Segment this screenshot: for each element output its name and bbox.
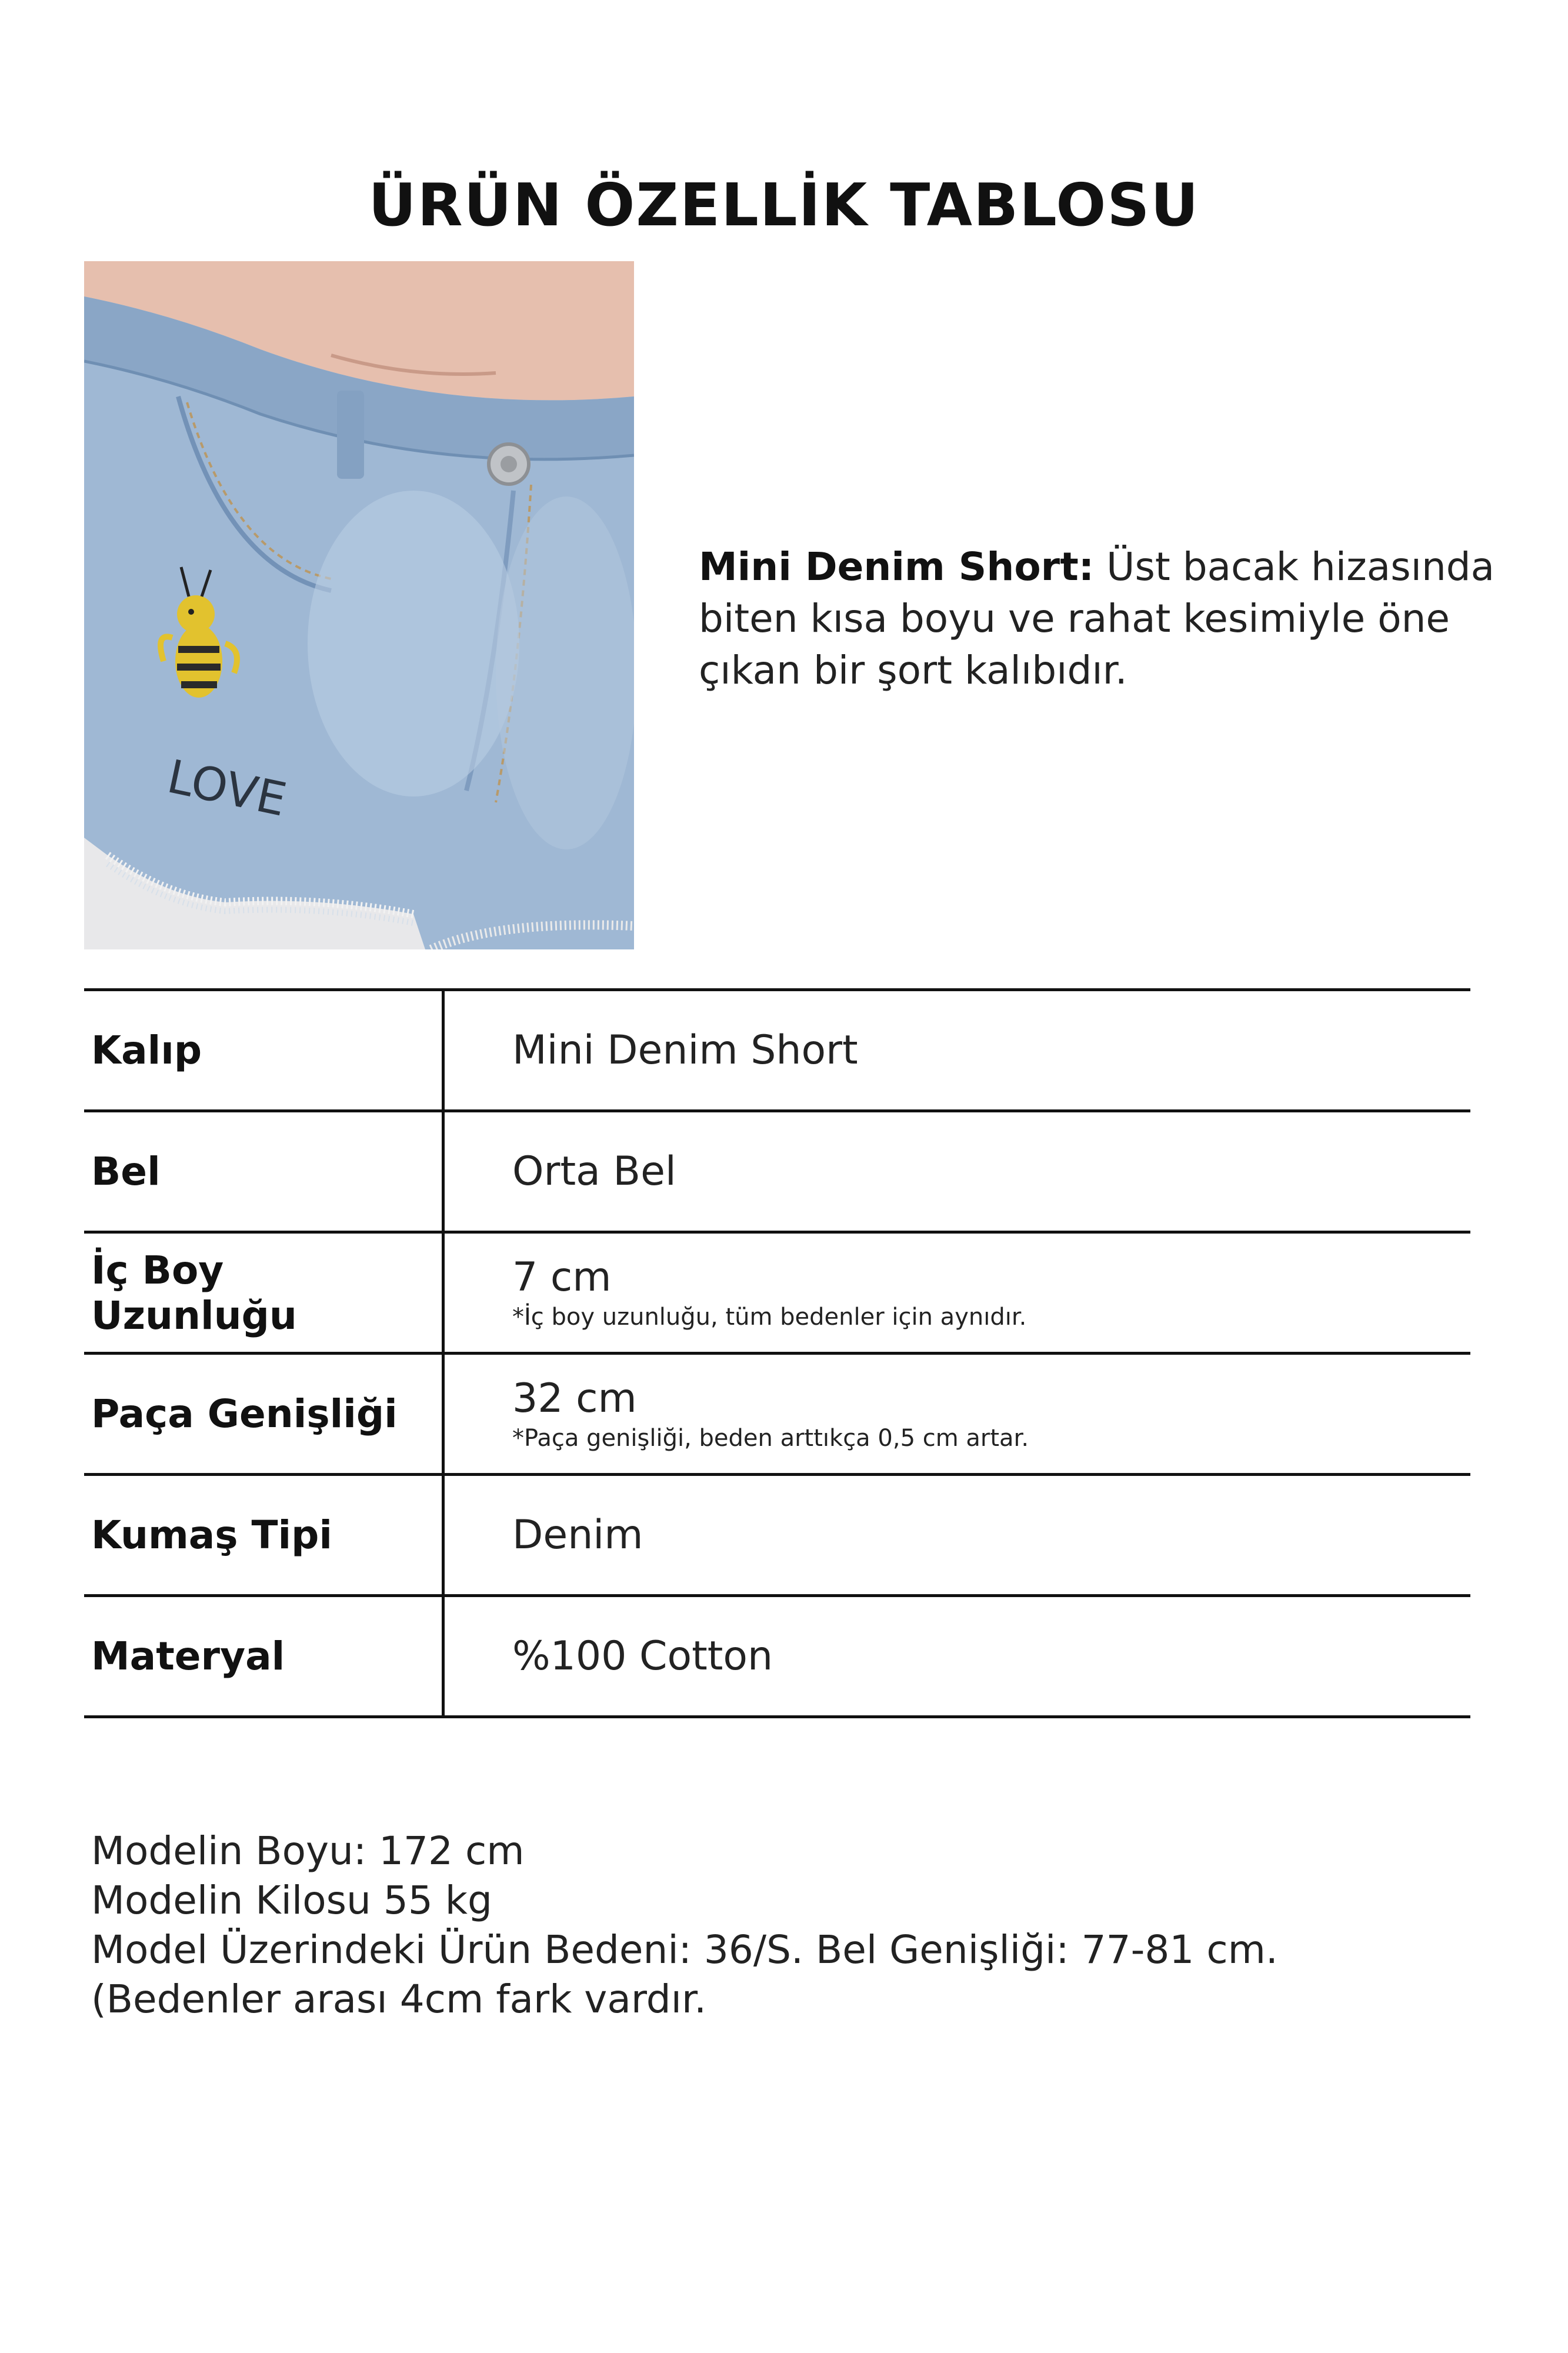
spec-row-materyal xyxy=(84,1596,1470,1717)
spec-value: %100 Cotton xyxy=(512,1633,773,1679)
spec-note: *İç boy uzunluğu, tüm bedenler için aynıdır. xyxy=(512,1304,1027,1331)
denim-shorts-illustration xyxy=(84,261,634,949)
spec-table xyxy=(84,988,1470,1718)
spec-value-cell xyxy=(443,1354,1471,1475)
intro-product-name: Mini Denim Short: xyxy=(699,544,1095,589)
spec-value-cell xyxy=(443,1232,1471,1354)
spec-label: Paça Genişliği xyxy=(84,1354,443,1475)
spec-value: 32 cm xyxy=(512,1375,637,1422)
spec-value: Orta Bel xyxy=(512,1148,676,1195)
spec-label: Bel xyxy=(84,1111,443,1232)
spec-value: Mini Denim Short xyxy=(512,1027,858,1074)
spec-label: Materyal xyxy=(84,1596,443,1717)
page-title: ÜRÜN ÖZELLİK TABLOSU xyxy=(368,171,1200,239)
spec-note: *Paça genişliği, beden arttıkça 0,5 cm artar. xyxy=(512,1425,1029,1452)
model-weight: Modelin Kilosu 55 kg xyxy=(91,1878,492,1923)
spec-row-kalip xyxy=(84,990,1470,1111)
love-embroidery-text: LOVE xyxy=(162,750,291,827)
product-photo xyxy=(84,261,634,949)
spec-value-cell xyxy=(443,1475,1471,1596)
spec-value: Denim xyxy=(512,1512,643,1558)
spec-row-bel xyxy=(84,1111,1470,1232)
spec-row-kumas xyxy=(84,1475,1470,1596)
spec-value: 7 cm xyxy=(512,1254,612,1301)
spec-label: İç Boy Uzunluğu xyxy=(84,1232,443,1354)
spec-row-ic-boy xyxy=(84,1232,1470,1354)
spec-value-cell xyxy=(443,1111,1471,1232)
spec-value-cell xyxy=(443,1596,1471,1717)
model-info xyxy=(91,1827,1462,2024)
spec-row-paca xyxy=(84,1354,1470,1475)
model-size-info: Model Üzerindeki Ürün Bedeni: 36/S. Bel Genişliği: 77-81 cm. (Bedenler arası 4cm fark vardır. xyxy=(91,1927,1278,2022)
product-intro xyxy=(699,541,1504,696)
model-height: Modelin Boyu: 172 cm xyxy=(91,1828,525,1874)
intro-description: Üst bacak hizasında biten kısa boyu ve rahat kesimiyle öne çıkan bir şort kalıbıdır. xyxy=(699,544,1495,693)
spec-label: Kumaş Tipi xyxy=(84,1475,443,1596)
spec-value-cell xyxy=(443,990,1471,1111)
spec-label: Kalıp xyxy=(84,990,443,1111)
